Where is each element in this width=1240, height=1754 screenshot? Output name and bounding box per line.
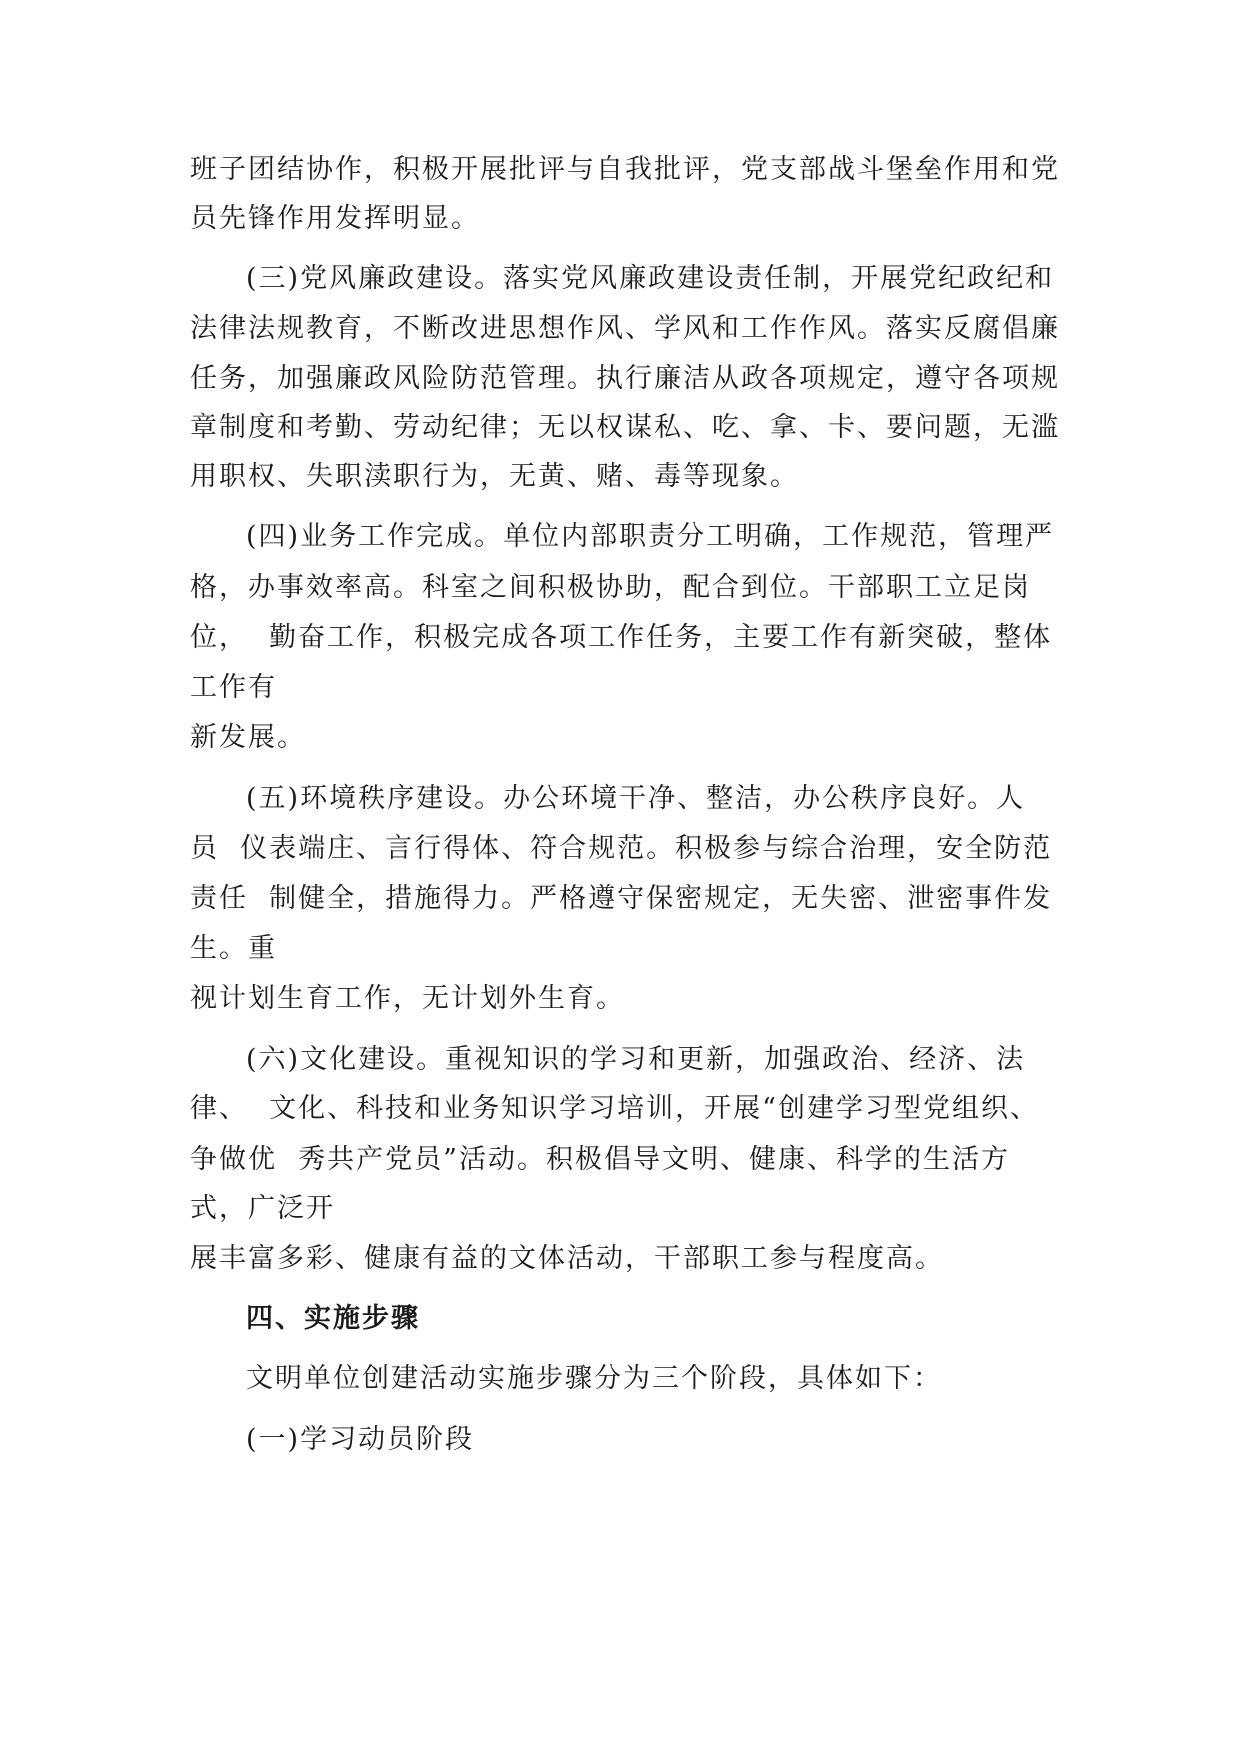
subsection-heading: (一)学习动员阶段 xyxy=(246,1424,475,1455)
paragraph-line: 责任 制健全，措施得力。严格遵守保密规定，无失密、泄密事件发 xyxy=(190,883,1053,914)
section-intro: 文明单位创建活动实施步骤分为三个阶段，具体如下： xyxy=(246,1363,942,1394)
paragraph-line: 新发展。 xyxy=(190,722,306,753)
paragraph-line: 争做优 秀共产党员”活动。积极倡导文明、健康、科学的生活方 xyxy=(190,1144,1010,1175)
paragraph-line: 视计划生育工作，无计划外生育。 xyxy=(190,983,625,1014)
paragraph-line: 班子团结协作，积极开展批评与自我批评，党支部战斗堡垒作用和党 xyxy=(190,154,1060,185)
paragraph-line: 用职权、失职渎职行为，无黄、赌、毒等现象。 xyxy=(190,461,799,492)
paragraph-line: 员 仪表端庄、言行得体、符合规范。积极参与综合治理，安全防范 xyxy=(190,833,1053,864)
paragraph-line: 格，办事效率高。科室之间积极协助，配合到位。干部职工立足岗 xyxy=(190,572,1031,603)
paragraph-line: 任务，加强廉政风险防范管理。执行廉洁从政各项规定，遵守各项规 xyxy=(190,363,1060,394)
paragraph-line: 展丰富多彩、健康有益的文体活动，干部职工参与程度高。 xyxy=(190,1243,944,1274)
section-heading: 四、实施步骤 xyxy=(246,1303,420,1334)
paragraph-line: (六)文化建设。重视知识的学习和更新，加强政治、经济、法 xyxy=(246,1044,1026,1075)
paragraph-line: (三)党风廉政建设。落实党风廉政建设责任制，开展党纪政纪和 xyxy=(246,263,1055,294)
paragraph-line: 员先锋作用发挥明显。 xyxy=(190,203,480,234)
paragraph-line: 律、 文化、科技和业务知识学习培训，开展“创建学习型党组织、 xyxy=(190,1093,1039,1124)
paragraph-line: 位， 勤奋工作，积极完成各项工作任务，主要工作有新突破，整体 xyxy=(190,622,1053,653)
paragraph-line: 工作有 xyxy=(190,672,277,703)
paragraph-line: 法律法规教育，不断改进思想作风、学风和工作作风。落实反腐倡廉 xyxy=(190,313,1060,344)
paragraph-line: 章制度和考勤、劳动纪律；无以权谋私、吃、拿、卡、要问题，无滥 xyxy=(190,412,1060,443)
paragraph-line: 生。重 xyxy=(190,933,277,964)
paragraph-line: (四)业务工作完成。单位内部职责分工明确，工作规范，管理严 xyxy=(246,521,1055,552)
paragraph-line: (五)环境秩序建设。办公环境干净、整洁，办公秩序良好。人 xyxy=(246,783,1026,814)
paragraph-line: 式，广泛开 xyxy=(190,1193,335,1224)
